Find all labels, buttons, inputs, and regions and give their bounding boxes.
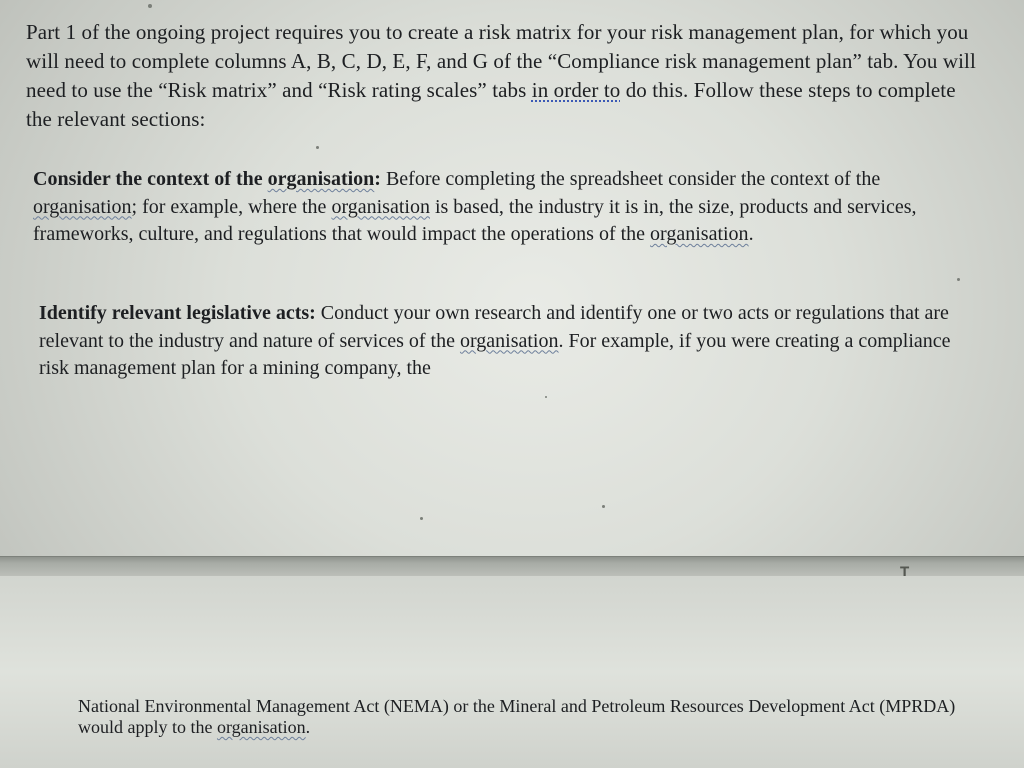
dust-speck xyxy=(148,4,152,8)
legislation-text-1: Conduct your own research and identify one or two acts or regulations that are relevant to the industry and nature of services of the xyxy=(39,302,949,352)
spell-flag-organisation[interactable]: organisation xyxy=(216,717,306,737)
dust-speck xyxy=(420,517,423,520)
legislation-heading: Identify relevant legislative acts: xyxy=(39,302,316,324)
context-text-1: Before completing the spreadsheet consider the context of the xyxy=(380,168,881,190)
intro-text-2: do this. Follow these steps to complete the relevant sections: xyxy=(26,78,956,131)
dust-speck xyxy=(957,278,960,281)
context-text-4: . xyxy=(748,223,754,245)
spell-flag-organisation[interactable]: organisation xyxy=(459,329,559,352)
continuation-text-2: . xyxy=(305,717,311,737)
spell-flag-organisation[interactable]: organisation xyxy=(33,195,132,218)
spell-flag-organisation[interactable]: organisation xyxy=(650,223,749,245)
dust-speck xyxy=(545,396,547,398)
legislation-text-2: . For example, if you were creating a compliance risk management plan for a mining company, the xyxy=(39,329,951,379)
context-paragraph xyxy=(33,166,983,249)
spell-flag-organisation[interactable]: organisation xyxy=(267,168,375,190)
dust-speck xyxy=(316,146,319,149)
intro-text-1: Part 1 of the ongoing project requires you to create a risk matrix for your risk management plan, for which you will need to complete columns A, B, C, D, E, F, and G of the “Compliance risk management plan” tab. You will need to use the “Risk matrix” and “Risk rating scales” tabs xyxy=(26,20,976,102)
context-heading xyxy=(33,168,381,190)
continuation-paragraph xyxy=(78,696,978,738)
continuation-text-1: National Environmental Management Act (NEMA) or the Mineral and Petroleum Resources Development Act (MPRDA) would apply to the xyxy=(78,696,956,737)
context-heading-colon: : xyxy=(374,168,381,190)
context-text-2: ; for example, where the xyxy=(131,195,332,218)
intro-paragraph xyxy=(26,18,986,134)
document-page-2[interactable] xyxy=(0,576,1024,768)
spell-flag-organisation[interactable]: organisation xyxy=(331,195,430,218)
grammar-flag-in-order-to[interactable]: in order to xyxy=(531,78,621,102)
context-text-3: is based, the industry it is in, the size, products and services, frameworks, culture, and regulations that would impact the operations of the xyxy=(33,195,917,245)
dust-speck xyxy=(602,505,605,508)
context-heading-prefix: Consider the context of the xyxy=(33,168,268,190)
legislation-paragraph xyxy=(39,300,979,383)
page-break-divider xyxy=(0,556,1024,578)
